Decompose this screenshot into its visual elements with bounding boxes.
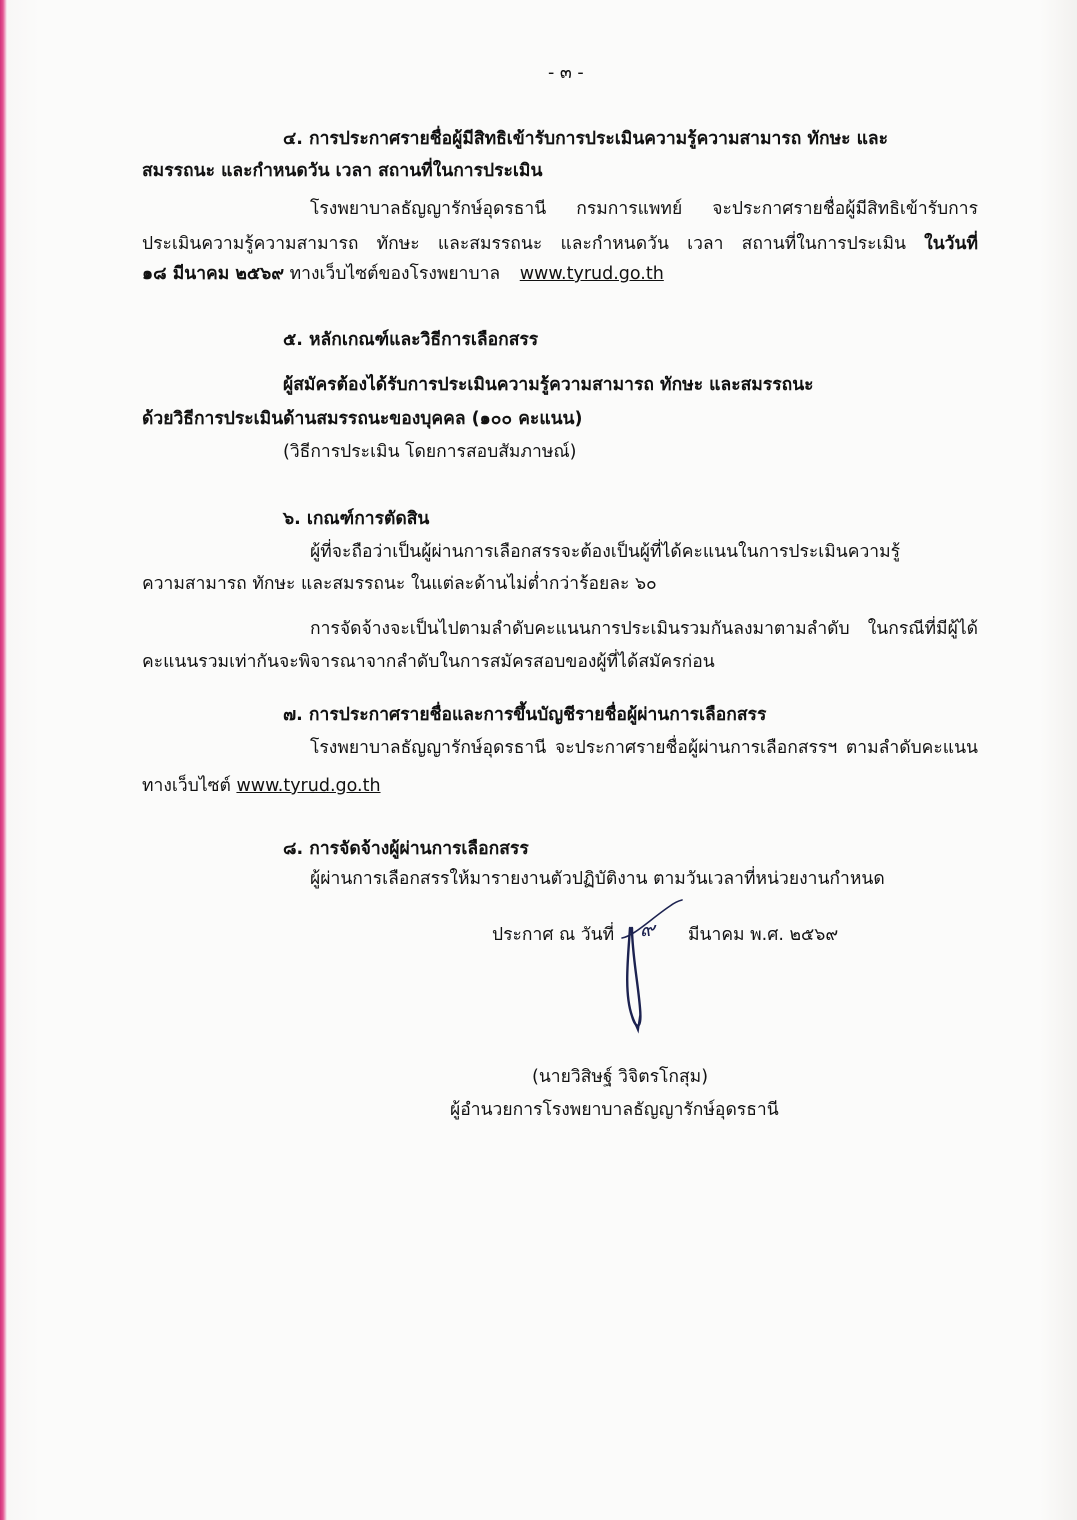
section7-body-line2: [142, 773, 381, 799]
section4-date: ๑๘ มีนาคม ๒๕๖๙: [142, 264, 285, 284]
section6-para2-line1: การจัดจ้างจะเป็นไปตามลำดับคะแนนการประเมินรวมกันลงมาตามลำดับ ในกรณีที่มีผู้ได้: [310, 619, 978, 639]
section4-body-line1: โรงพยาบาลธัญญารักษ์อุดรธานี กรมการแพทย์ จะประกาศรายชื่อผู้มีสิทธิเข้ารับการ: [310, 199, 978, 219]
section8-heading: ๘. การจัดจ้างผู้ผ่านการเลือกสรร: [283, 839, 529, 859]
section4-heading-line2: สมรรถนะ และกำหนดวัน เวลา สถานที่ในการประเมิน: [142, 161, 543, 181]
section5-body-line2: ด้วยวิธีการประเมินด้านสมรรถนะของบุคคล (๑๐๐ คะแนน): [142, 409, 583, 429]
page-number: - ๓ -: [548, 63, 584, 83]
section5-heading: ๕. หลักเกณฑ์และวิธีการเลือกสรร: [283, 330, 539, 350]
announcement-date-prefix: ประกาศ ณ วันที่: [492, 925, 615, 945]
section6-para1-line2: ความสามารถ ทักษะ และสมรรถนะ ในแต่ละด้านไม่ต่ำกว่าร้อยละ ๖๐: [142, 574, 657, 594]
section6-para1-line1: ผู้ที่จะถือว่าเป็นผู้ผ่านการเลือกสรรจะต้องเป็นผู้ที่ได้คะแนนในการประเมินความรู้: [310, 542, 901, 562]
section4-website-link[interactable]: www.tyrud.go.th: [519, 264, 664, 284]
section6-heading: ๖. เกณฑ์การตัดสิน: [283, 509, 430, 529]
section5-body-line1: ผู้สมัครต้องได้รับการประเมินความรู้ความสามารถ ทักษะ และสมรรถนะ: [283, 375, 814, 395]
section4-heading-line1: ๔. การประกาศรายชื่อผู้มีสิทธิเข้ารับการประเมินความรู้ความสามารถ ทักษะ และ: [283, 129, 888, 149]
section8-body-line1: ผู้ผ่านการเลือกสรรให้มารายงานตัวปฏิบัติงาน ตามวันเวลาที่หน่วยงานกำหนด: [310, 869, 885, 889]
signature-drawing: [612, 898, 702, 1038]
section4-website-label: ทางเว็บไซต์ของโรงพยาบาล: [284, 264, 506, 284]
section4-body-line2: [142, 231, 978, 257]
section7-heading: ๗. การประกาศรายชื่อและการขึ้นบัญชีรายชื่อผู้ผ่านการเลือกสรร: [283, 705, 767, 725]
section7-website-link[interactable]: www.tyrud.go.th: [236, 776, 381, 796]
section4-body-line3: [142, 261, 664, 287]
announcement-day-handwritten: ๙: [640, 917, 655, 941]
section4-date-label: ในวันที่: [924, 234, 978, 254]
signatory-name: (นายวิสิษฐ์ วิจิตรโกสุม): [532, 1067, 709, 1087]
section4-body-line2-text: ประเมินความรู้ความสามารถ ทักษะ และสมรรถนะ และกำหนดวัน เวลา สถานที่ในการประเมิน: [142, 234, 925, 254]
announcement-month-year: มีนาคม พ.ศ. ๒๕๖๙: [688, 925, 839, 945]
section7-body-line1: โรงพยาบาลธัญญารักษ์อุดรธานี จะประกาศรายชื่อผู้ผ่านการเลือกสรรฯ ตามลำดับคะแนน: [310, 738, 978, 758]
section7-website-label: ทางเว็บไซต์: [142, 776, 237, 796]
signatory-position: ผู้อำนวยการโรงพยาบาลธัญญารักษ์อุดรธานี: [450, 1100, 779, 1120]
section5-body-line3: (วิธีการประเมิน โดยการสอบสัมภาษณ์): [283, 442, 577, 462]
section6-para2-line2: คะแนนรวมเท่ากันจะพิจารณาจากลำดับในการสมัครสอบของผู้ที่ได้สมัครก่อน: [142, 652, 715, 672]
